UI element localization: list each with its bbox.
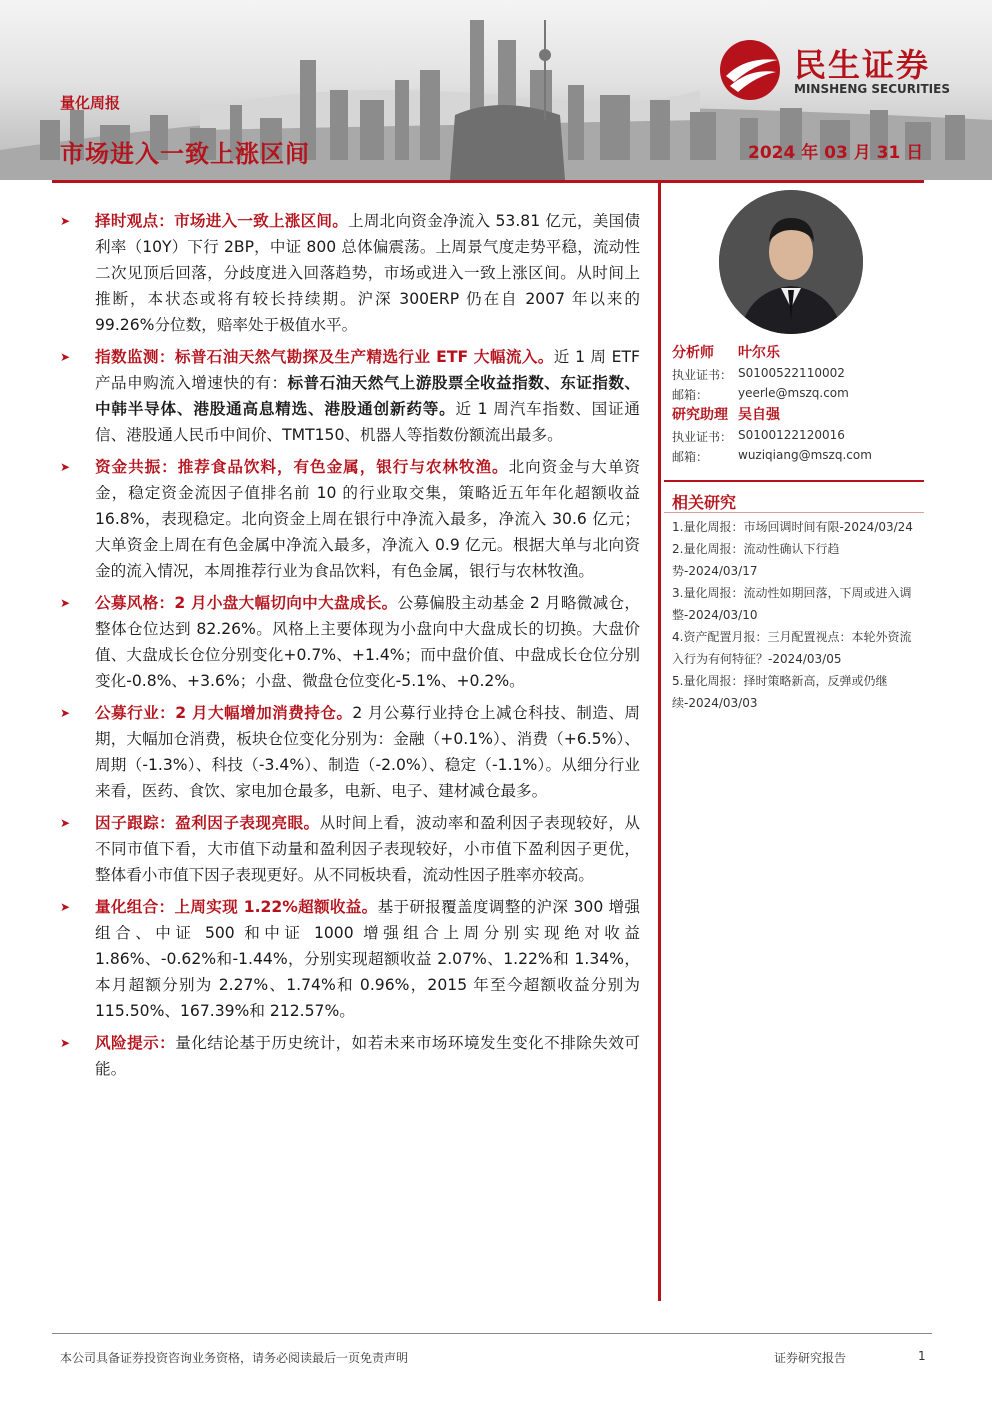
minsheng-logo (716, 38, 966, 102)
related-item[interactable]: 5.量化周报：择时策略新高，反弹或仍继续-2024/03/03 (672, 674, 888, 710)
bullet-arrow-icon: ➤ (60, 350, 71, 364)
related-item[interactable]: 1.量化周报：市场回调时间有限-2024/03/24 (672, 520, 913, 534)
report-date: 2024 年 03 月 31 日 (748, 143, 924, 163)
assistant-name: 吴自强 (738, 407, 780, 423)
analyst-name: 叶尔乐 (738, 345, 780, 361)
footer-disclaimer: 本公司具备证券投资咨询业务资格，请务必阅读最后一页免责声明 (60, 1351, 409, 1365)
bullet-arrow-icon: ➤ (60, 816, 71, 830)
assistant-role: 研究助理 (672, 407, 728, 423)
bullet-arrow-icon: ➤ (60, 596, 71, 610)
analyst-1-cert: 执业证书： S0100522110002 (672, 366, 845, 382)
related-research-title: 相关研究 (672, 493, 737, 512)
analyst-2-email: 邮箱： wuziqiang@mszq.com (672, 448, 872, 464)
analyst-role: 分析师 (672, 345, 714, 361)
logo-text-cn: 民生证券 (794, 46, 931, 84)
bullet-arrow-icon: ➤ (60, 460, 71, 474)
footer-rule (52, 1333, 932, 1334)
bullet-arrow-icon: ➤ (60, 900, 71, 914)
related-subrule (664, 512, 924, 513)
paragraph-risk-warning: ➤ 风险提示：量化结论基于历史统计，如若未来市场环境发生变化不排除失效可能。 (60, 1030, 640, 1082)
paragraph-fund-style: ➤ 公募风格：2 月小盘大幅切向中大盘成长。公募偏股主动基金 2 月略微减仓，整体仓位达到 82.26%。风格上主要体现为小盘向中大盘成长的切换。大盘价值、大盘成长仓位分别变化+0.7%、+1.4%；而中盘价值、中盘成长仓位分别变化-0.8%、+3.6%；小盘、微盘仓位变化-5.1%、+0.2%。 (60, 590, 640, 694)
report-type: 量化周报 (60, 94, 121, 112)
header-rule (52, 180, 924, 183)
related-rule (664, 480, 924, 482)
bullet-arrow-icon: ➤ (60, 214, 71, 228)
bullet-arrow-icon: ➤ (60, 1036, 71, 1050)
bullet-arrow-icon: ➤ (60, 706, 71, 720)
related-research-list (672, 516, 922, 714)
logo-text-en: MINSHENG SECURITIES (794, 82, 950, 96)
analyst-photo (719, 190, 863, 334)
analyst-2-header (672, 404, 932, 426)
footer-doc-type: 证券研究报告 (774, 1351, 847, 1365)
summary-section (60, 208, 640, 1088)
paragraph-factor-tracking: ➤ 因子跟踪：盈利因子表现亮眼。从时间上看，波动率和盈利因子表现较好，从不同市值下看，大市值下动量和盈利因子表现较好，小市值下盈利因子更优，整体看小市值下因子表现更好。从不同板块看，流动性因子胜率亦较高。 (60, 810, 640, 888)
related-item[interactable]: 4.资产配置月报：三月配置视点：本轮外资流入行为有何特征？-2024/03/05 (672, 630, 912, 666)
minsheng-logo-icon (716, 38, 786, 102)
assistant-email-link[interactable]: wuziqiang@mszq.com (738, 448, 872, 462)
header-banner (0, 0, 992, 180)
analyst-email-link[interactable]: yeerle@mszq.com (738, 386, 849, 400)
related-item[interactable]: 3.量化周报：流动性如期回落，下周或进入调整-2024/03/10 (672, 586, 912, 622)
related-item[interactable]: 2.量化周报：流动性确认下行趋势-2024/03/17 (672, 542, 840, 578)
analyst-1-email: 邮箱： yeerle@mszq.com (672, 386, 849, 402)
column-divider (658, 183, 661, 1301)
paragraph-quant-portfolio: ➤ 量化组合：上周实现 1.22%超额收益。基于研报覆盖度调整的沪深 300 增强组合、中证 500 和中证 1000 增强组合上周分别实现绝对收益 1.86%、-0.62%和-1.44%，分别实现超额收益 2.07%、1.22%和 1.34%，本月超额分别为 2.27%、1.74%和 0.96%，2015 年至今超额收益分别为 115.50%、167.39%和 212.57%。 (60, 894, 640, 1024)
analyst-1-header (672, 342, 932, 364)
paragraph-fund-industry: ➤ 公募行业：2 月大幅增加消费持仓。2 月公募行业持仓上减仓科技、制造、周期，大幅加仓消费，板块仓位变化分别为：金融（+0.1%）、消费（+6.5%）、周期（-1.3%）、科技（-3.4%）、制造（-2.0%）、稳定（-1.1%）。从细分行业来看，医药、食饮、家电加仓最多，电新、电子、建材减仓最多。 (60, 700, 640, 804)
analyst-portrait-image (719, 190, 863, 334)
paragraph-index-monitor: ➤ 指数监测：标普石油天然气勘探及生产精选行业 ETF 大幅流入。近 1 周 ETF 产品申购流入增速快的有：标普石油天然气上游股票全收益指数、东证指数、中韩半导体、港股通高息精选、港股通创新药等。近 1 周汽车指数、国证通信、港股通人民币中间价、TMT150、机器人等指数份额流出最多。 (60, 344, 640, 448)
report-title: 市场进入一致上涨区间 (60, 140, 310, 168)
paragraph-fund-resonance: ➤ 资金共振：推荐食品饮料，有色金属，银行与农林牧渔。北向资金与大单资金，稳定资金流因子值排名前 10 的行业取交集，策略近五年年化超额收益 16.8%，表现稳定。北向资金上周在银行中净流入最多，净流入 30.6 亿元；大单资金上周在有色金属中净流入最多，净流入 0.9 亿元。根据大单与北向资金的流入情况，本周推荐行业为食品饮料，有色金属，银行与农林牧渔。 (60, 454, 640, 584)
analyst-info (672, 342, 932, 466)
page-number: 1 (918, 1349, 926, 1363)
paragraph-timing: ➤ 择时观点：市场进入一致上涨区间。上周北向资金净流入 53.81 亿元，美国债利率（10Y）下行 2BP，中证 800 总体偏震荡。上周景气度走势平稳，流动性二次见顶后回落，分歧度进入回落趋势，市场或进入一致上涨区间。从时间上推断，本状态或将有较长持续期。沪深 300ERP 仍在自 2007 年以来的 99.26%分位数，赔率处于极值水平。 (60, 208, 640, 338)
analyst-2-cert: 执业证书： S0100122120016 (672, 428, 845, 444)
